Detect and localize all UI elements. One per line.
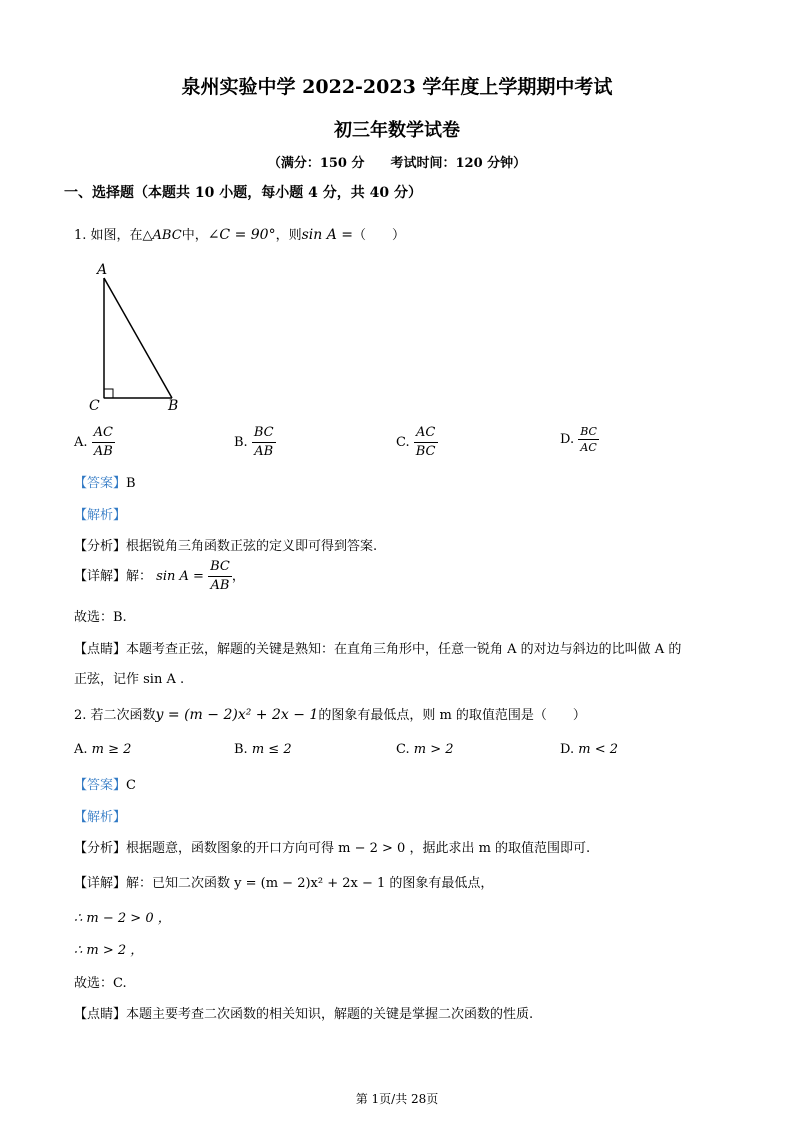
q2-fenxi: 【分析】根据题意，函数图象的开口方向可得 m − 2 > 0 ，据此求出 m 的取值范围即可. <box>74 841 591 856</box>
q1-comment-cont: 正弦，记作 sin A . <box>74 672 185 687</box>
q1-analysis-tag: 【解析】 <box>74 508 127 523</box>
q1-stem: 1. 如图，在△ABC中，∠C = 90°，则sin A =（ ） <box>74 227 406 243</box>
q2-analysis-tag: 【解析】 <box>74 810 127 825</box>
exam-subtitle: 初三年数学试卷 <box>334 120 460 141</box>
exam-title: 泉州实验中学 2022-2023 学年度上学期期中考试 <box>181 76 613 98</box>
q2-option-d[interactable]: D. m < 2 <box>560 742 618 757</box>
triangle-figure <box>80 260 200 420</box>
q2-option-b[interactable]: B. m ≤ 2 <box>234 742 292 757</box>
section-heading: 一、选择题（本题共 10 小题，每小题 4 分，共 40 分） <box>64 185 422 201</box>
q2-option-a[interactable]: A. m ≥ 2 <box>74 742 132 757</box>
q1-option-b[interactable]: B. $\frac{BC}{AB}$ <box>234 425 274 459</box>
q1-option-a[interactable]: A. $\frac{AC}{AB}$ <box>74 425 114 459</box>
q2-step1: ∴ m − 2 > 0 ， <box>74 911 171 926</box>
exam-info: （满分：150 分 考试时间：120 分钟） <box>267 156 527 171</box>
q1-option-d[interactable]: D. $\frac{BC}{AC}$ <box>560 425 597 454</box>
q2-step2: ∴ m > 2 ， <box>74 943 144 958</box>
page-footer: 第 1页/共 28页 <box>355 1092 439 1106</box>
q1-comment: 【点睛】本题考查正弦，解题的关键是熟知：在直角三角形中，任意一锐角 A 的对边与斜边的比叫做 A 的 <box>74 642 682 657</box>
q1-answer: 【答案】B <box>74 476 136 491</box>
vertex-b-label: B <box>168 398 179 414</box>
q1-detail: 【详解】解： sin A = $\frac{BC}{AB}$ ， <box>74 559 245 593</box>
q2-comment: 【点睛】本题主要考查二次函数的相关知识，解题的关键是掌握二次函数的性质. <box>74 1007 534 1022</box>
q2-option-c[interactable]: C. m > 2 <box>396 742 454 757</box>
q2-stem: 2. 若二次函数y = (m − 2)x² + 2x − 1的图象有最低点，则 m 的取值范围是（ ） <box>74 707 586 723</box>
q1-fenxi: 【分析】根据锐角三角函数正弦的定义即可得到答案. <box>74 539 378 554</box>
q2-choose: 故选：C. <box>74 976 127 991</box>
vertex-c-label: C <box>89 398 100 414</box>
q2-detail: 【详解】解：已知二次函数 y = (m − 2)x² + 2x − 1 的图象有最低点， <box>74 876 494 891</box>
q1-option-c[interactable]: C. $\frac{AC}{BC}$ <box>396 425 436 459</box>
vertex-a-label: A <box>97 262 108 278</box>
q2-answer: 【答案】C <box>74 778 136 793</box>
q1-choose: 故选：B. <box>74 610 127 625</box>
